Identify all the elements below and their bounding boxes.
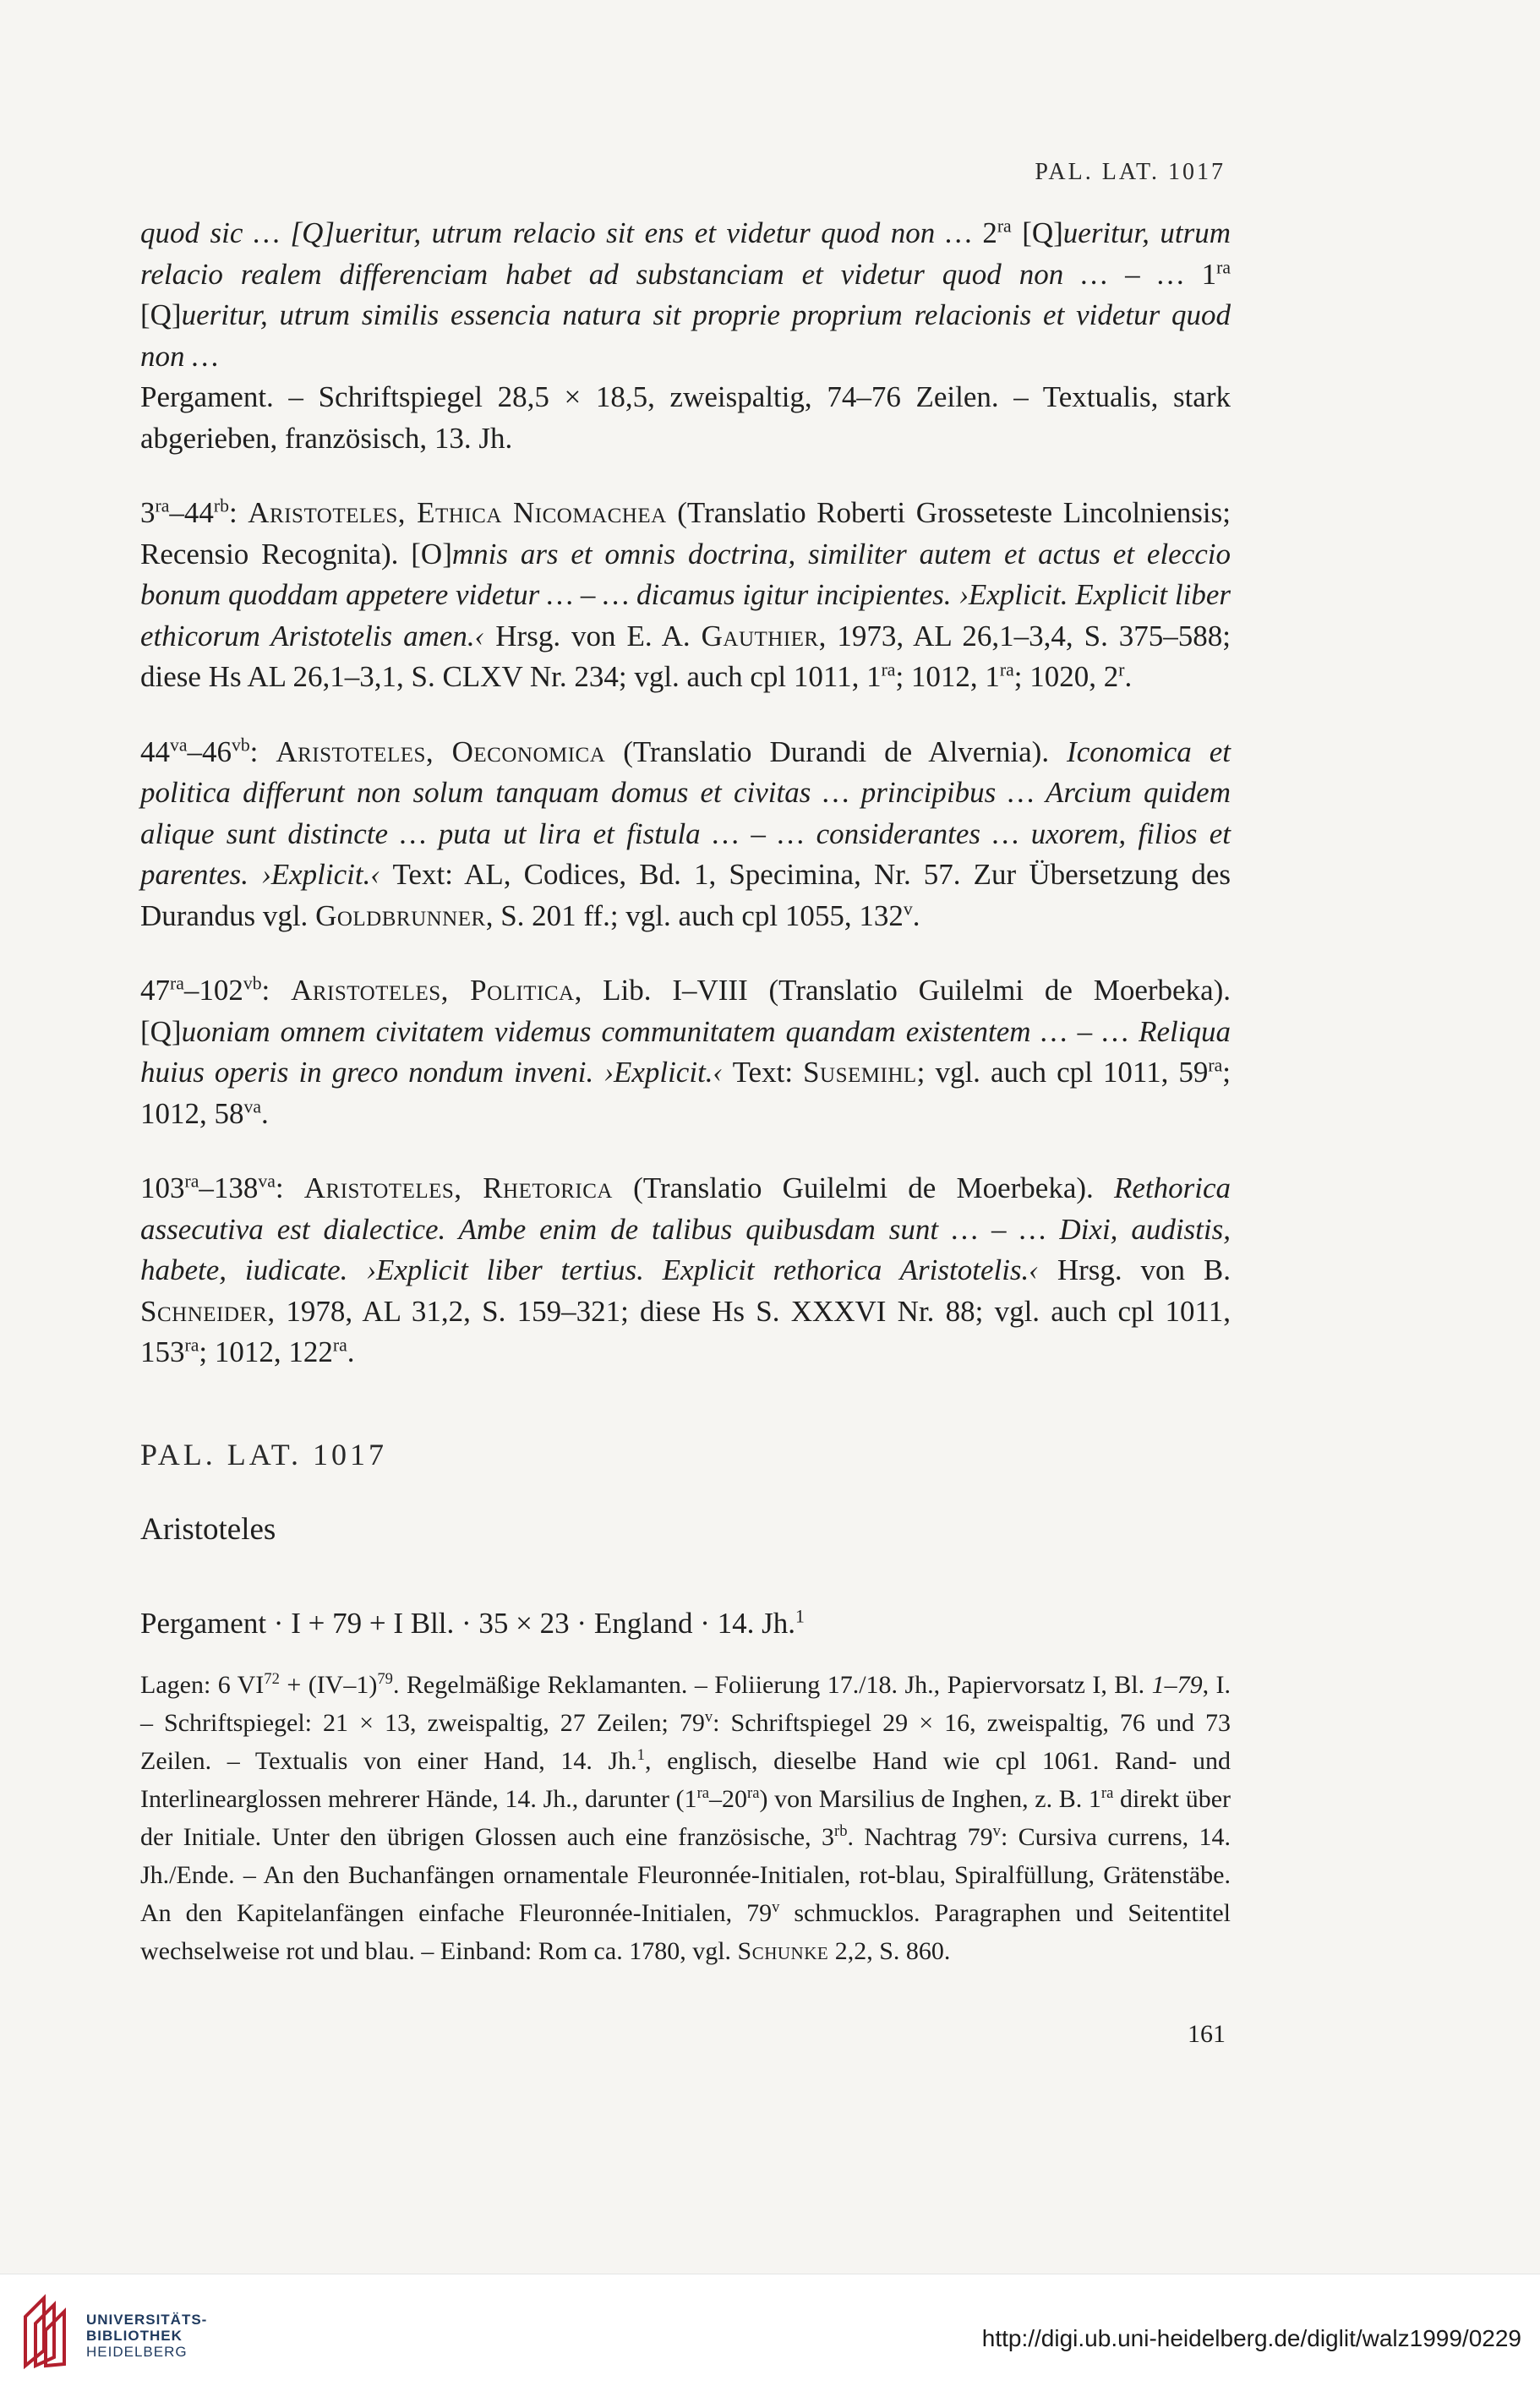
text-run: Aristoteles, Oeconomica [276, 734, 606, 768]
text-run: 44 [140, 734, 170, 768]
text-run: v [903, 898, 913, 919]
continuation-physical: Pergament. – Schriftspiegel 28,5 × 18,5, zweispaltig, 74–76 Zeilen. – Textualis, stark abgerieben, französisch, 13. Jh. [140, 380, 1231, 455]
text-run: Aristoteles, Politica [291, 974, 575, 1007]
text-run: Lagen: 6 VI [140, 1671, 265, 1699]
text-run: Aristoteles, Rhetorica [303, 1171, 613, 1204]
text-run: . Regelmäßige Reklamanten. – Foliierung 17./18. Jh., Papiervorsatz I, Bl. [392, 1671, 1152, 1699]
text-run: ra [170, 973, 184, 994]
text-run: va [258, 1171, 276, 1192]
library-name-line3: HEIDELBERG [86, 2344, 188, 2360]
text-run: , 1978, AL 31,2, S. 159–321; diese Hs S. XXXVI Nr. 88; vgl. auch cpl 1011, 153 [140, 1294, 1231, 1368]
text-run: ra [997, 216, 1012, 237]
text-run: ra [1100, 1784, 1114, 1802]
text-run: 2,2, S. 860. [828, 1937, 951, 1965]
text-run: . [347, 1335, 355, 1368]
text-run: r [1118, 659, 1125, 680]
text-run: ; 1012, 58 [140, 1056, 1231, 1130]
text-run: 3 [140, 496, 156, 529]
text-run: : [228, 496, 248, 529]
text-run: ueritur, utrum relacio realem differenciam habet ad substanciam et videtur quod non … – … [140, 216, 1231, 291]
text-run: ra [155, 495, 170, 516]
text-run: quod sic … [Q]ueritur, utrum relacio sit ens et videtur quod non … [140, 216, 983, 249]
permalink-url[interactable]: http://digi.ub.uni-heidelberg.de/diglit/walz1999/0229 [981, 2325, 1521, 2351]
library-name-line2: BIBLIOTHEK [86, 2328, 183, 2344]
text-run: : [275, 1171, 304, 1204]
text-run: –102 [183, 974, 243, 1007]
text-run: va [170, 734, 188, 755]
text-run: 1 [795, 1606, 805, 1627]
continuation-incipit [140, 213, 1231, 377]
text-run: : Cursiva currens, 14. Jh./Ende. – An den Buchanfängen ornamentale Fleuronnée-Initialen, rot-blau, Spiralfüllung, Grätenstäbe. An den Kapitelanfängen einfache Fleuronnée-Initialen, 79 [140, 1823, 1231, 1927]
text-run: ; 1012, 122 [199, 1335, 333, 1368]
text-run: Iconomica et politica differunt non solum tanquam domus et civitas … principibus … Arcium quidem alique sunt distincte … puta ut lira et fistula … – … considerantes … uxorem, filios et parentes. ›Explicit.‹ [140, 734, 1231, 891]
text-run: Goldbrunner [315, 898, 486, 932]
text-run: + (IV–1) [279, 1671, 378, 1699]
codicological-description [140, 1666, 1231, 1970]
text-run: direkt über der Initiale. Unter den übrigen Glossen auch eine französische, 3 [140, 1785, 1231, 1851]
text-run: Hrsg. von B. [1038, 1253, 1231, 1286]
text-run: , S. 201 ff.; vgl. auch cpl 1055, 132 [485, 898, 904, 932]
text-run: v [772, 1898, 780, 1916]
text-run: v [704, 1708, 713, 1726]
text-run: Schunke [737, 1937, 829, 1965]
text-run: v [992, 1822, 1001, 1840]
text-run: [Q] [140, 298, 182, 331]
text-run: ; vgl. auch cpl 1011, 59 [916, 1056, 1209, 1089]
text-run: (Translatio Roberti Grosseteste Lincolniensis; Recensio Recognita). [O] [140, 496, 1231, 571]
text-run: vb [243, 973, 262, 994]
work-entry-ethica [140, 493, 1231, 698]
text-run: Text: [723, 1056, 804, 1089]
text-run: . Nachtrag 79 [847, 1823, 993, 1851]
text-run: uoniam omnem civitatem videmus communitatem quandam existentem … – … Reliqua huius operis in greco nondum inveni. ›Explicit.‹ [140, 1014, 1231, 1089]
text-run: 47 [140, 974, 170, 1007]
text-run: rb [834, 1822, 848, 1840]
page-body [140, 213, 1231, 1407]
text-run: , englisch, dieselbe Hand wie cpl 1061. Rand- und Interlinearglossen mehrerer Hände, 14. Jh., darunter (1 [140, 1747, 1231, 1813]
text-run: ra [184, 1335, 199, 1356]
text-run: Text: AL, Codices, Bd. 1, Specimina, Nr. 57. Zur Übersetzung des Durandus vgl. [140, 858, 1231, 932]
library-name [86, 2312, 207, 2360]
heidelberg-library-logo-icon [19, 2291, 78, 2369]
text-run: Aristoteles, Ethica Nicomachea [248, 496, 667, 529]
text-run: (Translatio Guilelmi de Moerbeka). [613, 1171, 1114, 1204]
text-run: –138 [199, 1171, 259, 1204]
text-run: Gauthier [701, 619, 819, 652]
text-run: ra [332, 1335, 347, 1356]
text-run: Rethorica assecutiva est dialectice. Ambe enim de talibus quibusdam sunt … – … Dixi, audistis, habete, iudicate. ›Explicit liber tertius. Explicit rethorica Aristotelis.‹ [140, 1171, 1231, 1286]
text-run: ra [1208, 1055, 1223, 1076]
text-run: Schneider [140, 1294, 268, 1328]
text-run: : [261, 974, 292, 1007]
text-run: . [260, 1096, 269, 1130]
text-run: : [249, 734, 276, 768]
text-run: 103 [140, 1171, 185, 1204]
viewer-footer [0, 2274, 1540, 2386]
text-run: ; 1012, 1 [895, 660, 1000, 693]
text-run: mnis ars et omnis doctrina, similiter autem et actus et eleccio bonum quoddam appetere videtur … – … dicamus igitur incipientes. ›Explicit. Explicit liber ethicorum Aristotelis amen.‹ [140, 537, 1231, 652]
text-run: ra [696, 1784, 710, 1802]
text-run: 2 [982, 216, 997, 249]
shelfmark-heading: PAL. LAT. 1017 [140, 1438, 388, 1471]
text-run: (Translatio Durandi de Alvernia). [605, 734, 1068, 768]
text-run: –20 [709, 1785, 748, 1813]
text-run: , Lib. I–VIII (Translatio Guilelmi de Moerbeka). [Q] [140, 974, 1231, 1048]
text-run: . [912, 898, 920, 932]
library-name-line1: UNIVERSITÄTS- [86, 2312, 208, 2328]
work-entry-oeconomica [140, 732, 1231, 937]
text-run: vb [231, 734, 250, 755]
text-run: Hrsg. von E. A. [484, 619, 702, 652]
work-entry-rhetorica [140, 1168, 1231, 1373]
running-head: PAL. LAT. 1017 [1035, 159, 1226, 185]
work-entry-politica [140, 970, 1231, 1134]
text-run: 79 [377, 1670, 393, 1688]
text-run: Susemihl [803, 1056, 917, 1089]
text-run: : Schriftspiegel 29 × 16, zweispaltig, 76 und 73 Zeilen. – Textualis von einer Hand, 14. Jh. [140, 1709, 1231, 1775]
text-run: 1–79 [1151, 1671, 1203, 1699]
text-run: Pergament · I + 79 + I Bll. · 35 × 23 · England · 14. Jh. [140, 1607, 795, 1640]
text-run: va [243, 1095, 261, 1117]
text-run: ra [881, 659, 896, 680]
text-run: schmucklos. Paragraphen und Seitentitel wechselweise rot und blau. – Einband: Rom ca. 1780, vgl. [140, 1899, 1231, 1965]
text-run: 72 [264, 1670, 280, 1688]
text-run: 1 [636, 1746, 645, 1764]
text-run: rb [213, 495, 229, 516]
text-run: ra [999, 659, 1014, 680]
text-run: . [1124, 660, 1133, 693]
text-run: , I. – Schriftspiegel: 21 × 13, zweispaltig, 27 Zeilen; 79 [140, 1671, 1231, 1737]
text-run: [Q] [1011, 216, 1063, 249]
physical-description [140, 1607, 1231, 1641]
manuscript-entry [140, 1437, 1231, 1970]
text-run: ra [1216, 256, 1231, 277]
text-run: ; 1020, 2 [1013, 660, 1119, 693]
text-run: –46 [187, 734, 232, 768]
text-run: ) von Marsilius de Inghen, z. B. 1 [759, 1785, 1101, 1813]
page-number: 161 [1188, 2020, 1226, 2048]
text-run: –44 [169, 496, 214, 529]
author-heading: Aristoteles [140, 1512, 276, 1547]
text-run: 1 [1201, 257, 1217, 291]
text-run: ra [747, 1784, 760, 1802]
text-run: , 1973, AL 26,1–3,4, S. 375–588; diese Hs AL 26,1–3,1, S. CLXV Nr. 234; vgl. auch cpl 1011, 1 [140, 619, 1231, 693]
text-run: ra [184, 1171, 199, 1192]
text-run: ueritur, utrum similis essencia natura sit proprie proprium relacionis et videtur quod non … [140, 298, 1231, 373]
